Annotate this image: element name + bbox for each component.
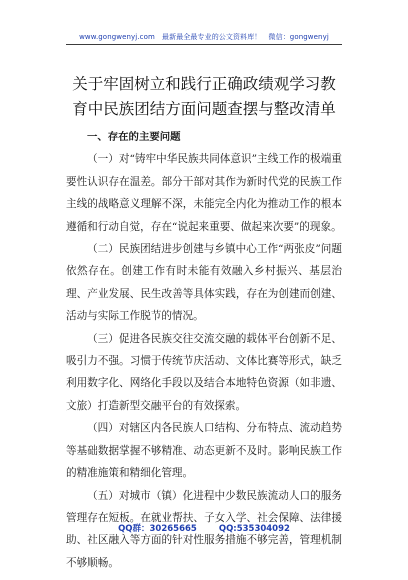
document-body [66,126,342,574]
paragraph-3: （三）促进各民族交往交流交融的载体平台创新不足、吸引力不强。习惯于传统节庆活动、文体比赛等形式，缺乏利用数字化、网络化手段以及结合本地特色资源（如非遗、文旅）打造新型交融平台的有效探索。 [66,332,342,412]
document-title: 关于牢固树立和践行正确政绩观学习教育中民族团结方面问题查摆与整改清单 [72,75,336,118]
header-divider [66,44,342,45]
footer-qq-group: QQ群：30265665 [118,524,197,534]
paragraph-2: （二）民族团结进步创建与乡镇中心工作“两张皮”问题依然存在。创建工作有时未能有效融入乡村振兴、基层治理、产业发展、民生改善等具体实践，存在为创建而创建、活动与实际工作脱节的情况。 [66,243,342,323]
footer-qq: QQ:535304092 [218,524,290,534]
paragraph-1: （一）对“铸牢中华民族共同体意识”主线工作的极端重要性认识存在温差。部分干部对其作为新时代党的民族工作主线的战略意义理解不深，未能完全内化为推动工作的根本遵循和行动自觉，存在“说起来重要、做起来次要”的现象。 [66,153,342,233]
page-header [0,0,408,52]
page-footer [0,522,408,534]
paragraph-4: （四）对辖区内各民族人口结构、分布特点、流动趋势等基础数据掌握不够精准、动态更新不及时。影响民族工作的精准施策和精细化管理。 [66,422,342,480]
paragraph-5: （五）对城市（镇）化进程中少数民族流动人口的服务管理存在短板。在就业帮扶、子女入学、社会保障、法律援助、社区融入等方面的针对性服务措施不够完善，管理机制不够顺畅。 [66,489,342,569]
section-heading: 一、存在的主要问题 [87,131,181,143]
header-website-text: www.gongwenyj.com 最新最全最专业的公文资料库！ 微信：gongwenyj [79,33,329,41]
